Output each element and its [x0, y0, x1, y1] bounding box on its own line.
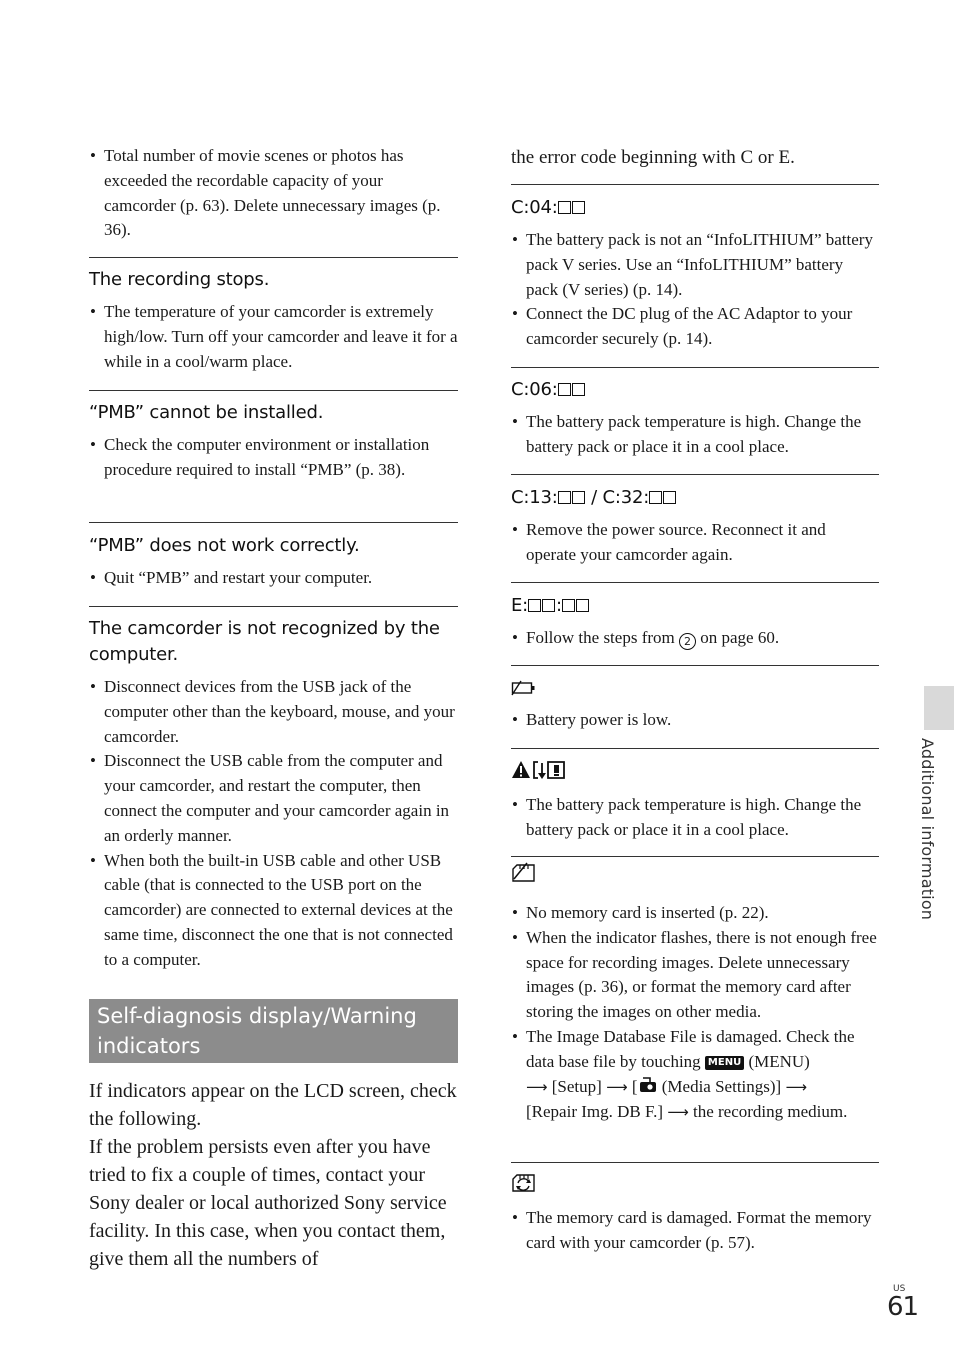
divider: [511, 184, 879, 185]
region-code: US: [893, 1284, 906, 1294]
divider: [89, 522, 458, 523]
error-code-heading: [511, 195, 879, 221]
divider: [89, 390, 458, 391]
arrow-icon: ⟶: [526, 1077, 548, 1096]
section-pmb-cannot-install: [89, 400, 458, 483]
no-memory-card-icon: [511, 862, 879, 886]
menu-label: (MENU): [748, 1051, 810, 1071]
section-heading: “PMB” does not work correctly.: [89, 535, 360, 556]
digit-placeholder-icon: [528, 599, 541, 612]
media-settings-label: (Media Settings)]: [661, 1076, 782, 1096]
list-item: • Battery power is low.: [511, 708, 879, 733]
setup-label: [Setup]: [551, 1076, 602, 1096]
error-code-prefix: C:13:: [511, 487, 558, 508]
error-code-c06: [511, 377, 879, 460]
battery-low-icon: [511, 680, 879, 702]
damaged-memory-card-icon: [511, 1172, 879, 1196]
section-heading: The recording stops.: [89, 269, 270, 290]
digit-placeholder-icon: [576, 599, 589, 612]
list-item: • When the indicator flashes, there is not enough free space for recording images. Delete unnecessary images (p. 36), or format the memory card after storing the images on other media.: [511, 926, 879, 1025]
arrow-icon: ⟶: [667, 1103, 689, 1122]
section-banner: [89, 999, 458, 1063]
digit-placeholder-icon: [572, 201, 585, 214]
step-text: on page 60.: [700, 628, 780, 647]
digit-placeholder-icon: [558, 383, 571, 396]
error-code-c04: [511, 195, 879, 352]
warning-memory-card: [511, 862, 879, 1125]
chapter-tab: [924, 686, 954, 730]
db-text: the recording medium.: [693, 1102, 848, 1122]
list-item: • The memory card is damaged. Format the memory card with your camcorder (p. 57).: [511, 1206, 879, 1256]
arrow-icon: ⟶: [785, 1077, 807, 1096]
digit-placeholder-icon: [663, 491, 676, 504]
list-item: • Check the computer environment or installation procedure required to install “PMB” (p. 38).: [89, 433, 458, 483]
bracket: [: [631, 1076, 638, 1096]
divider: [511, 856, 879, 857]
divider: [511, 665, 879, 666]
section-title: Self-diagnosis display/Warning indicators: [97, 1004, 417, 1058]
error-code-prefix: C:06:: [511, 379, 558, 400]
step-text: Follow the steps from: [526, 628, 675, 647]
divider: [89, 257, 458, 258]
divider: [511, 367, 879, 368]
list-item: • The battery pack temperature is high. Change the battery pack or place it in a cool place.: [511, 410, 879, 460]
digit-placeholder-icon: [649, 491, 662, 504]
digit-placeholder-icon: [542, 599, 555, 612]
media-settings-icon: [638, 1076, 658, 1101]
list-item: • The battery pack is not an “InfoLITHIUM” battery pack V series. Use an “InfoLITHIUM” battery pack (V series) (p. 14).: [511, 228, 879, 302]
error-code-prefix: C:32:: [602, 487, 650, 508]
divider: [511, 474, 879, 475]
divider: [89, 606, 458, 607]
list-item: • When both the built-in USB cable and other USB cable (that is connected to the USB port on the camcorder) are connected to external devices at the same time, disconnect the one that is not connected to a computer.: [89, 849, 458, 973]
list-item: • Disconnect devices from the USB jack of the computer other than the keyboard, mouse, and your camcorder.: [89, 675, 458, 749]
digit-placeholder-icon: [558, 491, 571, 504]
list-item: • Total number of movie scenes or photos has exceeded the recordable capacity of your camcorder (p. 63). Delete unnecessary images (p. 36).: [89, 144, 458, 243]
error-code-heading: [511, 377, 879, 403]
error-code-c13-c32: [511, 485, 879, 568]
intro-paragraph: If indicators appear on the LCD screen, check the following.: [89, 1080, 457, 1130]
digit-placeholder-icon: [558, 201, 571, 214]
code-separator: :: [556, 595, 562, 616]
list-item: • Disconnect the USB cable from the computer and your camcorder, and restart the computer, then connect the computer and your camcorder again in an orderly manner.: [89, 749, 458, 848]
error-code-prefix: C:04:: [511, 197, 558, 218]
list-item: • The temperature of your camcorder is extremely high/low. Turn off your camcorder and leave it for a while in a cool/warm place.: [89, 300, 458, 374]
page-number: 61: [887, 1292, 919, 1322]
paragraph: the error code beginning with C or E.: [511, 147, 795, 168]
section-recording-stops: [89, 267, 458, 374]
digit-placeholder-icon: [572, 491, 585, 504]
list-item: • No memory card is inserted (p. 22).: [511, 901, 879, 926]
db-text: The Image Database File is damaged. Check the data base file by touching: [526, 1026, 855, 1071]
intro-paragraph: If the problem persists even after you have tried to fix a couple of times, contact your Sony dealer or local authorized Sony service facility. In this case, when you contact them, give them all the numbers of: [89, 1136, 447, 1270]
repair-label: [Repair Img. DB F.]: [526, 1102, 663, 1122]
digit-placeholder-icon: [562, 599, 575, 612]
chapter-label-text: Additional information: [918, 738, 937, 921]
digit-placeholder-icon: [572, 383, 585, 396]
battery-temperature-warning-icon: [511, 759, 879, 783]
divider: [511, 748, 879, 749]
list-item: • The battery pack temperature is high. Change the battery pack or place it in a cool place.: [511, 793, 879, 843]
warning-battery-low: [511, 680, 879, 733]
self-diagnosis-intro: [89, 1077, 458, 1273]
menu-icon: MENU: [705, 1056, 744, 1070]
section-heading: “PMB” cannot be installed.: [89, 402, 324, 423]
error-code-heading: [511, 593, 879, 619]
arrow-icon: ⟶: [606, 1077, 628, 1096]
error-code-heading: [511, 485, 879, 511]
error-code-e: [511, 593, 879, 651]
section-camcorder-not-recognized: [89, 616, 458, 973]
list-item: • Quit “PMB” and restart your computer.: [89, 566, 458, 591]
divider: [511, 1162, 879, 1163]
list-item: [511, 626, 879, 651]
error-code-prefix: E:: [511, 595, 529, 616]
recordable-capacity-note: [89, 144, 458, 243]
step-number-icon: 2: [679, 633, 696, 650]
warning-damaged-card: [511, 1172, 879, 1256]
list-item: • Connect the DC plug of the AC Adaptor to your camcorder securely (p. 14).: [511, 302, 879, 352]
code-separator: /: [585, 487, 603, 508]
list-item: • Remove the power source. Reconnect it and operate your camcorder again.: [511, 518, 879, 568]
section-heading: The camcorder is not recognized by the computer.: [89, 618, 440, 665]
warning-battery-temperature: [511, 759, 879, 843]
chapter-label: [912, 738, 942, 928]
divider: [511, 582, 879, 583]
list-item: [511, 1025, 879, 1125]
continuation-text: [511, 144, 879, 172]
section-pmb-not-working: [89, 533, 458, 591]
